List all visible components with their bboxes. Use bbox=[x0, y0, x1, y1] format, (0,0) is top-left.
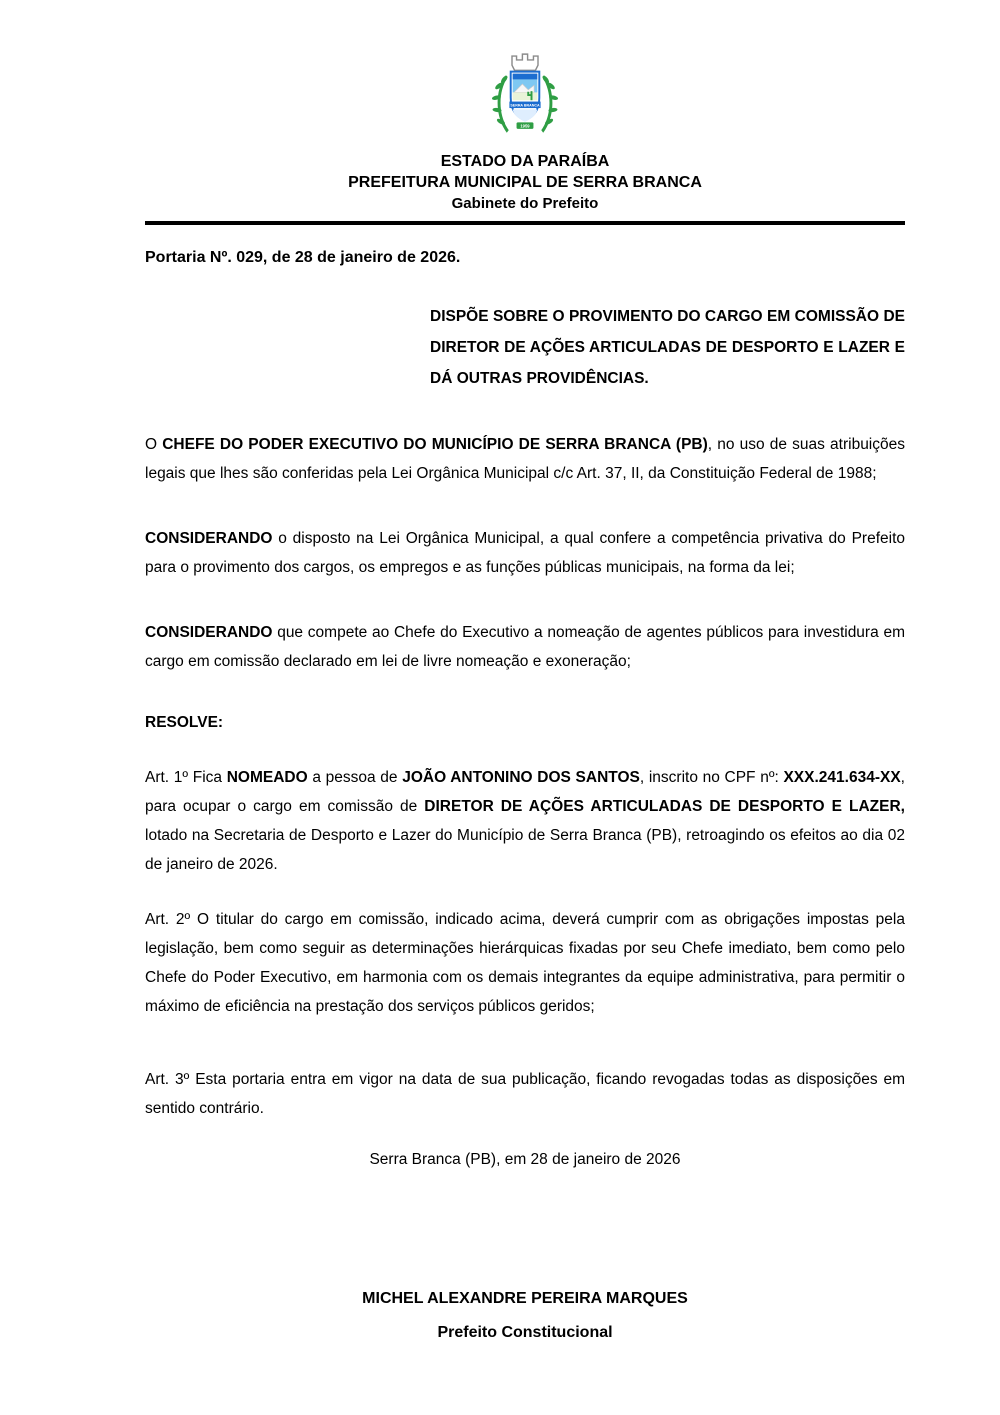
ementa-summary: DISPÕE SOBRE O PROVIMENTO DO CARGO EM COMISSÃO DE DIRETOR DE AÇÕES ARTICULADAS DE DESPORTO E LAZER E DÁ OUTRAS PROVIDÊNCIAS. bbox=[430, 308, 905, 387]
laurel-right bbox=[541, 75, 558, 133]
coat-of-arms-icon bbox=[486, 48, 564, 146]
crest-banner-text: SERRA BRANCA bbox=[510, 103, 540, 108]
header-divider bbox=[145, 221, 905, 225]
preamble-rest: , no uso de suas atribuições legais que lhes são conferidas pela Lei Orgânica Municipal c/c Art. 37, II, da Constituição Federal de 1988; bbox=[145, 436, 905, 482]
signature-block bbox=[145, 1287, 905, 1345]
header-state: ESTADO DA PARAÍBA bbox=[440, 153, 610, 170]
considerando-2-text: que compete ao Chefe do Executivo a nomeação de agentes públicos para investidura em cargo em comissão declarado em lei de livre nomeação e exoneração; bbox=[145, 624, 905, 670]
signature-name: MICHEL ALEXANDRE PEREIRA MARQUES bbox=[362, 1290, 688, 1307]
considerando-2-label: CONSIDERANDO bbox=[145, 624, 273, 641]
document-header bbox=[145, 48, 905, 225]
considerando-1-label: CONSIDERANDO bbox=[145, 530, 273, 547]
resolve-heading: RESOLVE: bbox=[145, 714, 224, 731]
article-1-text: , inscrito no CPF nº: bbox=[639, 769, 784, 786]
article-3-paragraph: Art. 3º Esta portaria entra em vigor na data de sua publicação, ficando revogadas todas as disposições em sentido contrário. bbox=[145, 1071, 905, 1117]
laurel-left bbox=[491, 75, 508, 133]
article-1-cpf: XXX.241.634-XX bbox=[783, 769, 901, 786]
considerando-2-paragraph bbox=[145, 618, 905, 676]
preamble-paragraph bbox=[145, 430, 905, 488]
preamble-authority: CHEFE DO PODER EXECUTIVO DO MUNICÍPIO DE SERRA BRANCA (PB) bbox=[162, 436, 708, 453]
article-1-text: Art. 1º Fica bbox=[145, 769, 227, 786]
header-office: Gabinete do Prefeito bbox=[451, 195, 599, 212]
article-2-paragraph: Art. 2º O titular do cargo em comissão, indicado acima, deverá cumprir com as obrigações impostas pela legislação, bem como seguir as determinações hierárquicas fixadas por seu Chefe imediato, bem como pelo Chefe do Poder Executivo, em harmonia com os demais integrantes da equipe administrativa, para permitir o máximo de eficiência na prestação dos serviços públicos geridos; bbox=[145, 911, 905, 1015]
considerando-1-text: o disposto na Lei Orgânica Municipal, a qual confere a competência privativa do Prefeito para o provimento dos cargos, os empregos e as funções públicas municipais, na forma da lei; bbox=[145, 530, 905, 576]
article-1-text: , para ocupar o cargo em comissão de bbox=[145, 769, 905, 815]
mural-crown bbox=[512, 54, 538, 70]
article-1-paragraph bbox=[145, 763, 905, 879]
article-1-nomeado: NOMEADO bbox=[226, 769, 308, 786]
signature-role: Prefeito Constitucional bbox=[437, 1324, 613, 1341]
preamble-lead: O bbox=[145, 436, 163, 453]
document-title: Portaria Nº. 029, de 28 de janeiro de 2026. bbox=[145, 249, 461, 266]
article-1-position: DIRETOR DE AÇÕES ARTICULADAS DE DESPORTO E LAZER, bbox=[424, 798, 905, 815]
article-1-text: a pessoa de bbox=[307, 769, 403, 786]
article-1-text: lotado na Secretaria de Desporto e Lazer do Município de Serra Branca (PB), retroagindo os efeitos ao dia 02 de janeiro de 2026. bbox=[145, 827, 905, 873]
crest-year-text: 1959 bbox=[520, 123, 530, 129]
header-municipality: PREFEITURA MUNICIPAL DE SERRA BRANCA bbox=[348, 174, 702, 191]
considerando-1-paragraph bbox=[145, 524, 905, 582]
date-place-line: Serra Branca (PB), em 28 de janeiro de 2026 bbox=[369, 1151, 681, 1168]
article-1-appointee-name: JOÃO ANTONINO DOS SANTOS bbox=[402, 769, 640, 786]
